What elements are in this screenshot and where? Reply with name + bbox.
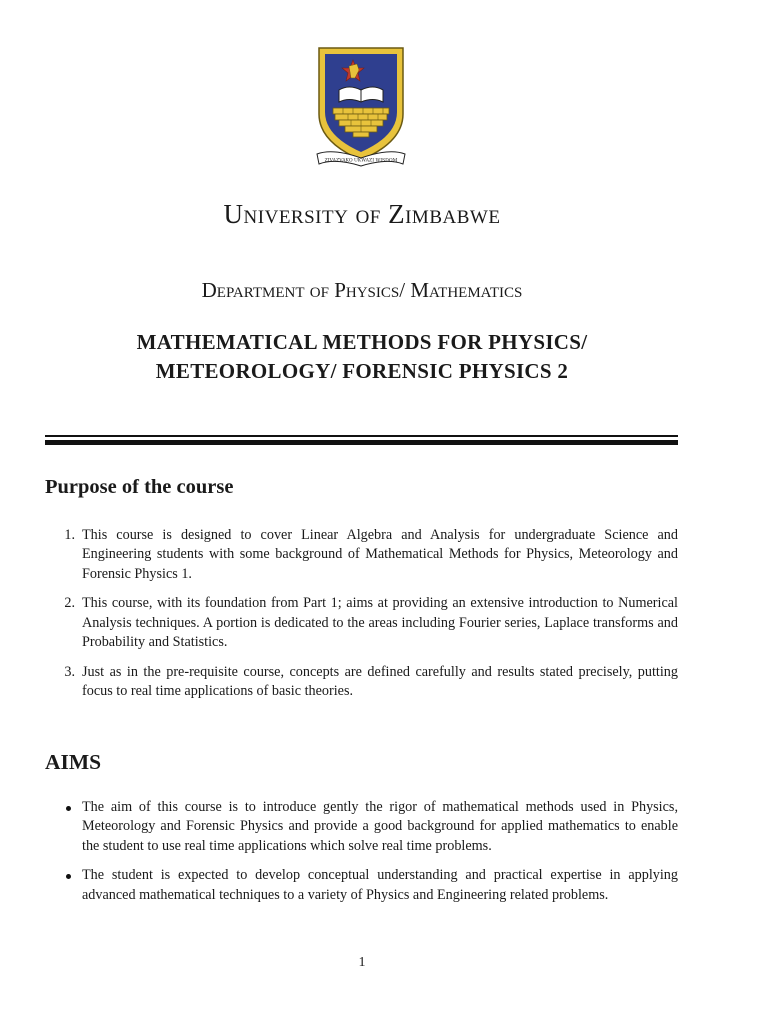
university-name: University of Zimbabwe — [223, 199, 501, 229]
purpose-item — [45, 594, 678, 652]
purpose-item-number: 1. — [64, 527, 75, 543]
course-title-line-2: METEOROLOGY/ FORENSIC PHYSICS 2 — [155, 359, 569, 383]
aims-item-text: The aim of this course is to introduce gently the rigor of mathematical methods used in Physics, Meteorology and Forensic Physics and provide a good background for applied mathematics to enable the student to use real time applications which solve real time problems. — [82, 799, 678, 854]
purpose-item-number: 3. — [64, 663, 75, 680]
university-crest-logo — [313, 44, 409, 168]
aims-item-text: The student is expected to develop conceptual understanding and practical expertise in applying advanced mathematical techniques to a variety of Physics and Engineering related problems. — [82, 867, 678, 903]
bullet-icon — [66, 874, 71, 879]
purpose-item-text: This course is designed to cover Linear Algebra and Analysis for undergraduate Science and Engineering students with some background of Mathematical Methods for Physics, Meteorology and Forensic Physics 1. — [82, 527, 678, 582]
title-rule-thin — [45, 435, 678, 437]
purpose-item-text: Just as in the pre-requisite course, concepts are defined carefully and results stated precisely, putting focus to real time applications of basic theories. — [82, 663, 678, 700]
course-title-line-1: MATHEMATICAL METHODS FOR PHYSICS/ — [136, 330, 588, 354]
crest-motto: ZIVAZVAKO UKWAZI WISDOM — [324, 158, 398, 164]
purpose-list — [45, 526, 678, 712]
purpose-heading: Purpose of the course — [45, 476, 234, 498]
aims-item — [45, 798, 678, 856]
course-title — [60, 328, 664, 386]
page-number: 1 — [358, 955, 366, 970]
title-rule-thick — [45, 440, 678, 445]
aims-heading: AIMS — [45, 750, 102, 774]
bullet-icon — [66, 806, 71, 811]
purpose-item-text: This course, with its foundation from Part 1; aims at providing an extensive introduction to Numerical Analysis techniques. A portion is dedicated to the areas including Fourier series, Laplace transforms and Probability and Statistics. — [82, 595, 678, 650]
purpose-item-number: 2. — [64, 595, 75, 612]
aims-list — [45, 798, 678, 915]
purpose-item — [45, 526, 678, 584]
aims-item — [45, 866, 678, 905]
department-name: Department of Physics/ Mathematics — [201, 278, 523, 302]
purpose-item — [45, 663, 678, 702]
